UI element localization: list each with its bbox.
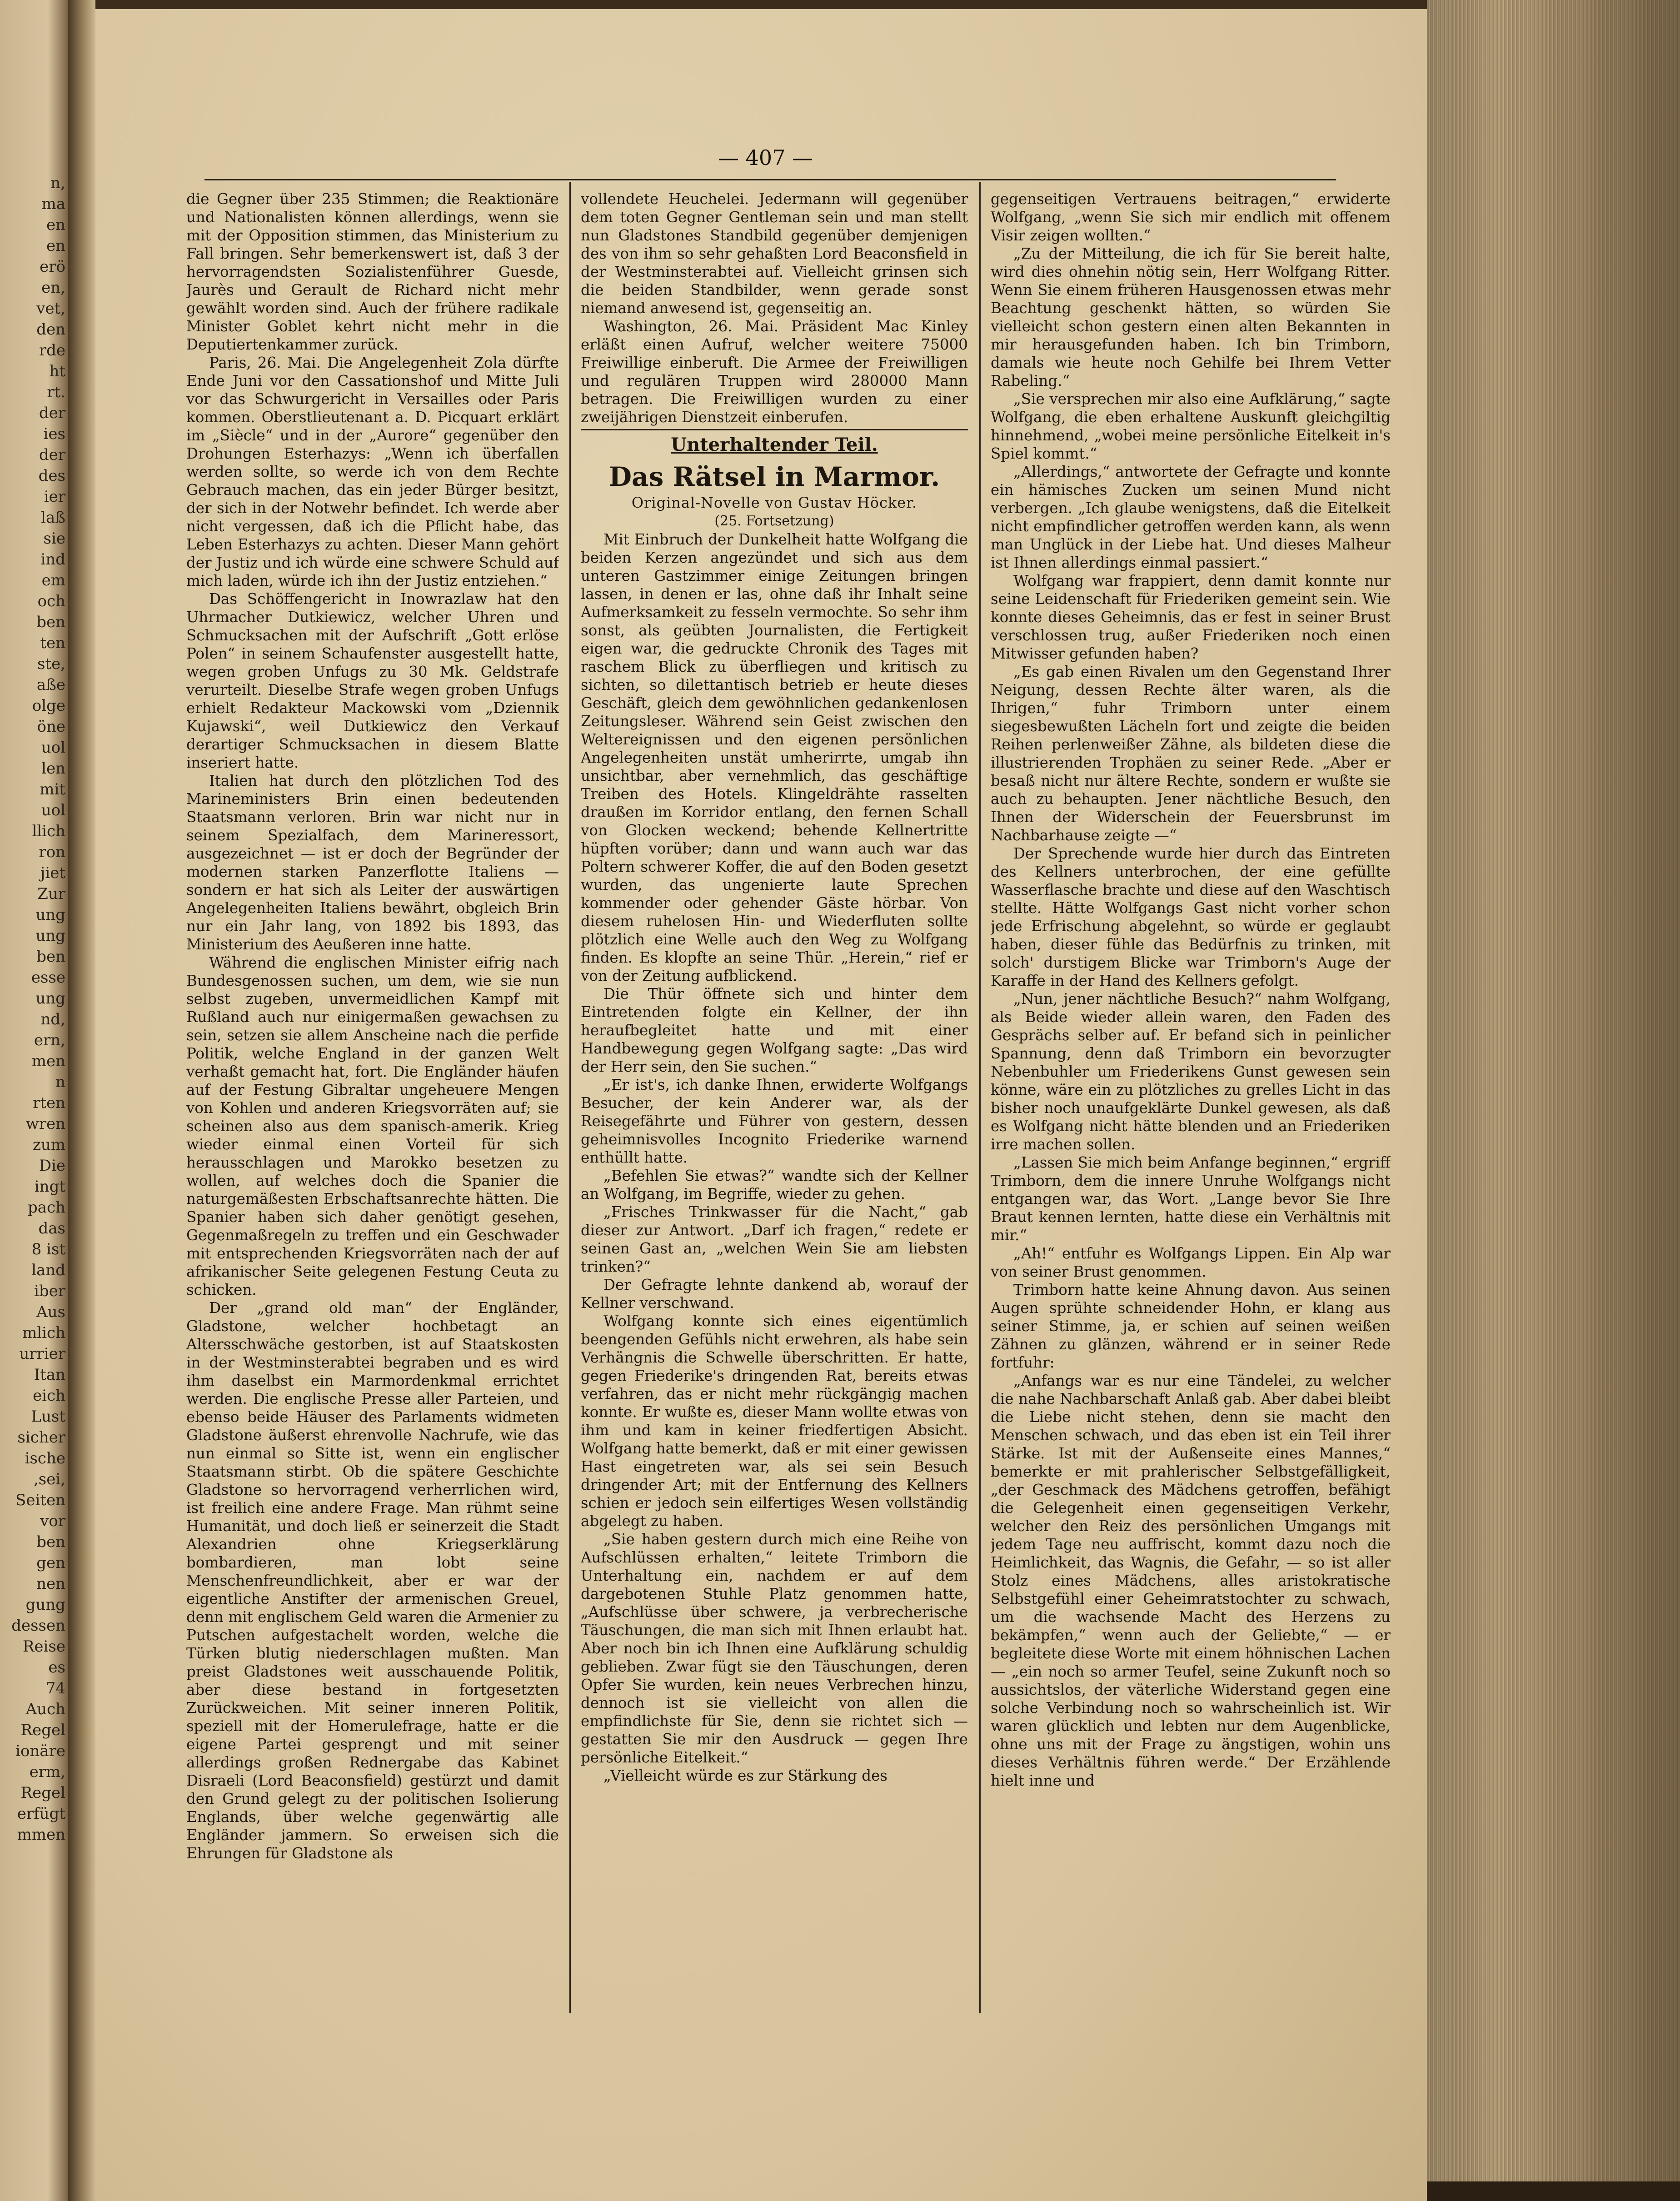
margin-fragment: wren	[25, 1115, 65, 1133]
margin-fragment: des	[38, 467, 65, 485]
newspaper-page	[95, 9, 1427, 2201]
margin-fragment: ier	[44, 488, 65, 506]
story-title: Das Rätsel in Marmor.	[608, 461, 940, 492]
margin-fragment: en	[46, 216, 65, 234]
margin-fragment: iber	[34, 1282, 65, 1300]
margin-fragment: eich	[33, 1387, 65, 1405]
margin-fragment: ies	[43, 425, 65, 443]
margin-fragment: ma	[41, 195, 65, 213]
margin-fragment: zum	[32, 1136, 65, 1154]
margin-fragment: n,	[50, 174, 65, 192]
paragraph: „Allerdings,“ antwortete der Gefragte und konnte ein hämisches Zucken um seinen Mund nicht verbergen. „Ich glaube wenigstens, daß die Eitelkeit nicht empfindlicher getroffen werden kann, als wenn man Unglück in der Liebe hat. Und dieses Malheur ist Ihnen allerdings einmal passiert.“	[991, 463, 1391, 571]
paragraph: „Nun, jener nächtliche Besuch?“ nahm Wolfgang, als Beide wieder allein waren, den Faden des Gesprächs selber auf. Er befand sich in peinlicher Spannung, denn daß Trimborn ein bevorzugter Nebenbuhler um Friederikens Gunst gewesen sein könne, wäre ein zu plötzliches zu grelles Licht in das bisher noch unaufgeklärte Dunkel gewesen, als daß es Wolfgang nicht hätte blenden und an Friederiken irre machen sollen.	[991, 990, 1391, 1153]
margin-fragment: mlich	[22, 1324, 65, 1342]
margin-fragment: Auch	[25, 1700, 65, 1718]
margin-fragment: gen	[36, 1554, 65, 1572]
margin-fragment: 74	[45, 1679, 65, 1697]
column-rule	[979, 182, 981, 2013]
book-gutter	[68, 0, 95, 2201]
margin-fragment: rde	[39, 341, 65, 359]
margin-fragment: esse	[31, 968, 65, 987]
story-installment: (25. Fortsetzung)	[714, 513, 834, 529]
paragraph: Während die englischen Minister eifrig nach Bundesgenossen suchen, um dem, wie sie nun selbst zugeben, unvermeidlichen Kampf mit Rußland auch nur einigermaßen gewachsen zu sein, setzen sie allem Anscheine nach die perfide Politik, welche England in der ganzen Welt verhaßt gemacht hat, fort. Die Engländer häufen auf der Festung Gibraltar ungeheuere Mengen von Kohlen und anderen Kriegsvorräten auf; sie scheinen also aus dem spanisch-amerik. Krieg wieder einmal einen Vorteil für sich herausschlagen und Marokko besetzen zu wollen, auf welches doch die Spanier die naturgemäßesten Erbschaftsanrechte hätten. Die Spanier haben sich daher genötigt gesehen, Gegenmaßregeln zu treffen und ein Geschwader mit entsprechenden Kriegsvorräten nach der auf afrikanischer Seite gelegenen Festung Ceuta zu schicken.	[186, 954, 559, 1298]
margin-fragment: den	[36, 320, 65, 339]
paragraph: „Lassen Sie mich beim Anfange beginnen,“ ergriff Trimborn, dem die innere Unruhe Wolfgangs nicht entgangen war, das Wort. „Lange bevor Sie Ihre Braut kennen lernten, hatte diese ein Verhältnis mit mir.“	[991, 1154, 1391, 1244]
paragraph: gegenseitigen Vertrauens beitragen,“ erwiderte Wolfgang, „wenn Sie sich mir endlich mit offenem Visir zeigen wollten.“	[991, 190, 1391, 244]
paragraph: „Anfangs war es nur eine Tändelei, zu welcher die nahe Nachbarschaft Anlaß gab. Aber dabei bleibt die Liebe nicht stehen, denn sie macht den Menschen schwach, und das eben ist ein Teil ihrer Stärke. Ist mit der Außenseite eines Mannes,“ bemerkte er mit prahlerischer Selbstgefälligkeit, „der Geschmack des Mädchens getroffen, befähigt die Gelegenheit einen gegenseitigen Verkehr, welcher den Reiz des persönlichen Umgangs mit jedem Tage neu auffrischt, kommt dazu noch die Heimlichkeit, das Wagnis, die Gefahr, — so ist aller Stolz eines Mädchens, alles aristokratische Selbstgefühl einer Geheimratstochter zu schwach, um die wachsende Macht des Herzens zu bekämpfen,“ wenn auch der Geliebte,“ — er begleitete diese Worte mit einem höhnischen Lachen — „ein noch so armer Teufel, seine Zukunft noch so aussichtslos, der väterliche Widerstand gegen eine solche Verbindung noch so wahrscheinlich ist. Wir waren glücklich und lebten nur dem Augenblicke, ohne uns mit der Frage zu ängstigen, wohin uns dieses Verhältnis führen werde.“ Der Erzählende hielt inne und	[991, 1372, 1391, 1789]
page-number: — 407 —	[718, 145, 813, 170]
margin-fragment: ern,	[34, 1031, 65, 1049]
margin-fragment: ung	[35, 927, 65, 945]
margin-fragment: das	[38, 1219, 65, 1238]
margin-fragment: len	[41, 759, 65, 778]
margin-fragment: rt.	[47, 383, 65, 401]
margin-fragment: en	[46, 237, 65, 255]
margin-fragment: Reise	[22, 1637, 65, 1656]
margin-fragment: ,sei,	[33, 1470, 65, 1488]
margin-fragment: mit	[40, 780, 65, 799]
column-rule	[569, 182, 571, 2013]
paragraph: Der Sprechende wurde hier durch das Eintreten des Kellners unterbrochen, der eine gefüllte Wasserflasche brachte und diese auf den Waschtisch stellte. Hätte Wolfgangs Gast nicht vorher schon jede Erfrischung abgelehnt, so würde er geglaubt haben, dieser fühle das Bedürfnis zu trinken, mit solch' durstigem Blicke war Trimborn's Auge der Karaffe in der Hand des Kellners gefolgt.	[991, 845, 1391, 989]
margin-fragment: laß	[41, 509, 65, 527]
margin-fragment: ische	[25, 1449, 65, 1467]
margin-fragment: dessen	[11, 1617, 65, 1635]
margin-fragment: Regel	[20, 1784, 65, 1802]
margin-fragment: es	[48, 1658, 65, 1677]
paragraph: Wolfgang war frappiert, denn damit konnte nur seine Leidenschaft für Friederiken gemeint sein. Wie konnte dieses Geheimnis, das er fest in seiner Brust verschlossen trug, außer Friederiken noch einen Mitwisser gefunden haben?	[991, 572, 1391, 662]
paragraph: Mit Einbruch der Dunkelheit hatte Wolfgang die beiden Kerzen angezündet und sich aus dem unteren Gastzimmer einige Zeitungen bringen lassen, in denen er las, ohne daß ihr Inhalt seine Aufmerksamkeit zu fesseln vermochte. So sehr ihm sonst, als geübten Journalisten, die Fertigkeit eigen war, die gedruckte Chronik des Tages mit raschem Blick zu überfliegen und kritisch zu sichten, so dilettantisch betrieb er heute dieses Geschäft, gleich dem gewöhnlichen gedankenlosen Zeitungsleser. Während sein Geist zwischen den Weltereignissen und den eigenen persönlichen Angelegenheiten unstät umherirrte, umgab ihn unsichtbar, aber vernehmlich, das geschäftige Treiben des Hotels. Klingeldrähte rasselten draußen im Korridor entlang, den fernen Schall von Glocken weckend; behende Kellnertritte hüpften vorüber; dann und wann auch war das Poltern schwerer Koffer, die auf den Boden gesetzt wurden, das ungenierte laute Sprechen kommender oder gehender Gäste hörbar. Von diesem ruhelosen Hin- und Wiederfluten sollte plötzlich eine Welle auch den Weg zu Wolfgang finden. Es klopfte an seine Thür. „Herein,“ rief er von der Zeitung aufblickend.	[581, 531, 968, 984]
margin-fragment: ingt	[34, 1178, 65, 1196]
header-rule	[204, 179, 1336, 180]
feuilleton-header	[581, 429, 968, 530]
margin-fragment: gung	[25, 1596, 65, 1614]
margin-fragment: ben	[36, 613, 65, 631]
margin-fragment: en,	[41, 279, 65, 297]
margin-fragment: nd,	[40, 1010, 65, 1028]
margin-fragment: rten	[33, 1094, 65, 1112]
section-heading: Unterhaltender Teil.	[671, 434, 878, 455]
margin-fragment: pach	[28, 1198, 65, 1217]
margin-fragment: sie	[43, 529, 65, 548]
margin-fragment: jiet	[40, 864, 65, 882]
paragraph: „Vielleicht würde es zur Stärkung des	[603, 1767, 887, 1784]
margin-fragment: urrier	[19, 1345, 65, 1363]
paragraph: „Frisches Trinkwasser für die Nacht,“ gab dieser zur Antwort. „Darf ich fragen,“ redete er seinen Gast an, „welchen Wein Sie am liebsten trinken?“	[581, 1203, 968, 1275]
margin-fragment: sicher	[17, 1428, 65, 1447]
column-3	[991, 190, 1391, 2008]
margin-fragment: Lust	[31, 1407, 65, 1426]
margin-fragment: 8 ist	[31, 1240, 65, 1258]
paragraph: „Sie versprechen mir also eine Aufklärung,“ sagte Wolfgang, die eben erhaltene Auskunft gleichgiltig hinnehmend, „wobei meine persönliche Eitelkeit in's Spiel kommt.“	[991, 390, 1391, 462]
margin-fragment: ht	[49, 362, 65, 380]
paragraph: „Ah!“ entfuhr es Wolfgangs Lippen. Ein Alp war von seiner Brust genommen.	[991, 1245, 1391, 1280]
column-1	[186, 190, 559, 2008]
story-text	[581, 530, 968, 1785]
margin-fragment: ind	[40, 550, 65, 569]
margin-fragment: öne	[37, 718, 65, 736]
margin-fragment: ron	[39, 843, 65, 861]
margin-fragment: mmen	[17, 1826, 65, 1844]
previous-page-margin	[0, 0, 68, 2201]
margin-fragment: erö	[40, 258, 65, 276]
paragraph: Die Thür öffnete sich und hinter dem Eintretenden folgte ein Kellner, der ihn heraufbegleitet hatte und mit einer Handbewegung gegen Wolfgang sagte: „Das wird der Herr sein, den Sie suchen.“	[581, 985, 968, 1075]
paragraph: „Sie haben gestern durch mich eine Reihe von Aufschlüssen erhalten,“ leitete Trimborn die Unterhaltung ein, nachdem er auf dem dargebotenen Stuhle Platz genommen hatte, „Aufschlüsse über schwere, ja verbrecherische Täuschungen, die man sich mit Ihnen erlaubt hat. Aber noch bin ich Ihnen eine Aufklärung schuldig geblieben. Zwar fügt sie den Täuschungen, deren Opfer Sie wurden, kein neues Verbrechen hinzu, dennoch ist sie vielleicht von allen die empfindlichste für Sie, denn sie richtet sich — gestatten Sie mir den Ausdruck — gegen Ihre persönliche Eitelkeit.“	[581, 1531, 968, 1766]
margin-fragment: olge	[32, 697, 65, 715]
paragraph: „Er ist's, ich danke Ihnen, erwiderte Wolfgangs Besucher, der kein Anderer war, als der Reisegefährte und Führer von gestern, dessen geheimnisvolles Incognito Friederike warnend enthüllt hatte.	[581, 1076, 968, 1166]
paragraph: Der Gefragte lehnte dankend ab, worauf der Kellner verschwand.	[581, 1276, 968, 1312]
margin-fragment: men	[31, 1052, 65, 1070]
paragraph: „Es gab einen Rivalen um den Gegenstand Ihrer Neigung, dessen Rechte älter waren, als die Ihrigen,“ fuhr Trimborn unter einem siegesbewußten Lächeln fort und zeigte die beiden Reihen perlenweißer Zähne, als bildeten diese die illustrierenden Trophäen zu seiner Rede. „Aber er besaß nicht nur ältere Rechte, sondern er wußte sie auch zu behaupten. Jener nächtliche Besuch, den Ihnen der Widerschein der Feuersbrunst im Nachbarhause zeigte —“	[991, 663, 1391, 844]
margin-fragment: der	[39, 446, 65, 464]
news-section	[581, 190, 968, 426]
margin-fragment: Regel	[20, 1721, 65, 1739]
paragraph: Trimborn hatte keine Ahnung davon. Aus seinen Augen sprühte schneidender Hohn, er klang aus seiner Stimme, ja, er schien auf seinen weißen Zähnen zu glänzen, während er in seiner Rede fortfuhr:	[991, 1281, 1391, 1371]
margin-fragment: erfügt	[17, 1805, 65, 1823]
paragraph: Italien hat durch den plötzlichen Tod des Marineministers Brin einen bedeutenden Staatsmann verloren. Brin war nicht nur in seinem Spezialfach, dem Marineressort, ausgezeichnet — ist er doch der Begründer der modernen starken Panzerflotte Italiens — sondern er hat sich als Leiter der auswärtigen Angelegenheiten Italiens bewährt, obgleich Brin nur ein Jahr lang, von 1892 bis 1893, das Ministerium des Aeußeren inne hatte.	[186, 772, 559, 953]
page-edges-shadow	[1427, 0, 1680, 2201]
margin-fragment: uol	[41, 739, 65, 757]
paragraph: Wolfgang konnte sich eines eigentümlich beengenden Gefühls nicht erwehren, als habe sein Verhängnis die Schwelle überschritten. Er hatte, gegen Friederike's dringenden Rat, bereits etwas verfahren, das er nicht mehr rückgängig machen konnte. Er wußte es, dieser Mann wollte etwas von ihm und kam in keiner friedfertigen Absicht. Wolfgang hatte bemerkt, daß er mit einer gewissen Hast eingetreten war, als sei sein Besuch dringender Art; mit der Entfernung des Kellners schien er jedoch sein eilfertiges Wesen vollständig abgelegt zu haben.	[581, 1313, 968, 1530]
paragraph: Paris, 26. Mai. Die Angelegenheit Zola dürfte Ende Juni vor den Cassationshof und Mitte Juli vor das Schwurgericht in Versailles oder Paris kommen. Oberstlieutenant a. D. Picquart erklärt im „Siècle“ und in der „Aurore“ gegenüber den Drohungen Esterhazys: „Wenn ich überfallen werden sollte, so werde ich von dem Rechte Gebrauch machen, das ein jeder Bürger besitzt, der sich in der Notwehr befindet. Ich werde aber nicht vergessen, daß ich die Pflicht habe, das Leben Esterhazys zu achten. Dieser Mann gehört der Justiz und ich würde eine schwere Schuld auf mich laden, würde ich ihn der Justiz entziehen.“	[186, 354, 559, 589]
margin-fragment: och	[37, 592, 65, 610]
margin-fragment: ste,	[37, 655, 65, 673]
margin-fragment: Itan	[34, 1366, 65, 1384]
margin-fragment: land	[31, 1261, 65, 1279]
section-rule	[581, 429, 968, 430]
paragraph: die Gegner über 235 Stimmen; die Reaktionäre und Nationalisten können allerdings, wenn sie mit der Opposition stimmen, das Ministerium zu Fall bringen. Sehr bemerkenswert ist, daß 3 der hervorragendsten Sozialistenführer Guesde, Jaurès und Gerault de Richard nicht mehr gewählt worden sind. Auch der frühere radikale Minister Goblet kehrt nicht mehr in die Deputiertenkammer zurück.	[186, 190, 559, 353]
margin-fragment: Die	[39, 1157, 65, 1175]
margin-fragment: vor	[40, 1512, 65, 1530]
margin-fragment: Aus	[36, 1303, 65, 1321]
paragraph: Washington, 26. Mai. Präsident Mac Kinley erläßt einen Aufruf, welcher weitere 75000 Freiwillige einberuft. Die Armee der Freiwilligen und regulären Truppen wird 280000 Mann betragen. Die Freiwilligen wurden zu einer zweijährigen Dienstzeit einberufen.	[581, 318, 968, 426]
margin-fragment: Seiten	[15, 1491, 65, 1509]
margin-fragment: em	[41, 571, 65, 589]
paragraph: Der „grand old man“ der Engländer, Gladstone, welcher hochbetagt an Altersschwäche gestorben, ist auf Staatskosten in der Westminsterabtei begraben und es wird ihm daselbst ein Marmordenkmal errichtet werden. Die englische Presse aller Parteien, und ebenso beide Häuser des Parlaments widmeten Gladstone äußerst ehrenvolle Nachrufe, wie das nun einmal so Sitte ist, wenn ein englischer Staatsmann stirbt. Ob die spätere Geschichte Gladstone so hervorragend verherrlichen wird, ist freilich eine andere Frage. Man rühmt seine Humanität, und doch ließ er seinerzeit die Stadt Alexandrien ohne Kriegserklärung bombardieren, man lobt seine Menschenfreundlichkeit, aber er war der eigentliche Anstifter der armenischen Greuel, denn mit englischem Geld waren die Armenier zu Putschen aufgestachelt worden, welche die Türken blutig niederschlagen mußten. Man preist Gladstones weit ausschauende Politik, aber diese bestand in fortgesetzten Zurückweichen. Mit seiner inneren Politik, speziell mit der Homerulefrage, hatte er die eigene Partei gesprengt und mit seiner allerdings großen Rednergabe das Kabinet Disraeli (Lord Beaconsfield) gestürzt und damit den Grund gelegt zu der politischen Isolierung Englands, über welche gegenwärtig alle Engländer jammern. So erweisen sich die Ehrungen für Gladstone als	[186, 1299, 559, 1862]
margin-fragment: der	[39, 404, 65, 422]
margin-fragment: aße	[36, 676, 65, 694]
margin-fragment: ung	[35, 906, 65, 924]
margin-fragment: ionäre	[15, 1742, 65, 1760]
margin-fragment: vet,	[36, 299, 65, 318]
column-2	[581, 190, 968, 2008]
margin-fragment: ben	[36, 1533, 65, 1551]
margin-fragment: ben	[36, 948, 65, 966]
margin-fragment: uol	[41, 801, 65, 819]
margin-fragment: Zur	[37, 885, 65, 903]
story-byline: Original-Novelle von Gustav Höcker.	[631, 494, 917, 511]
paragraph: „Zu der Mitteilung, die ich für Sie bereit halte, wird dies ohnehin nötig sein, Herr Wolfgang Ritter. Wenn Sie einem früheren Hausgenossen etwas mehr Beachtung geschenkt hätten, so würden Sie vielleicht schon gestern einen alten Bekannten in mir herausgefunden haben. Ich bin Trimborn, damals wie heute noch Gehilfe bei Ihrem Vetter Rabeling.“	[991, 245, 1391, 389]
paragraph: „Befehlen Sie etwas?“ wandte sich der Kellner an Wolfgang, im Begriffe, wieder zu gehen.	[581, 1167, 968, 1203]
paragraph: vollendete Heuchelei. Jedermann will gegenüber dem toten Gegner Gentleman sein und man stellt nun Gladstones Standbild gegenüber demjenigen des von ihm so sehr gehaßten Lord Beaconsfield in der Westminsterabtei auf. Vielleicht grinsen sich die beiden Standbilder, wenn gerade sonst niemand anwesend ist, gegenseitig an.	[581, 190, 968, 317]
margin-fragment: ung	[35, 989, 65, 1008]
margin-fragment: nen	[36, 1575, 65, 1593]
margin-fragment: erm,	[29, 1763, 65, 1781]
paragraph: Das Schöffengericht in Inowrazlaw hat den Uhrmacher Dutkiewicz, welcher Uhren und Schmucksachen mit der Aufschrift „Gott erlöse Polen“ in seinem Schaufenster ausgestellt hatte, wegen groben Unfugs zu 30 Mk. Geldstrafe verurteilt. Dieselbe Strafe wegen groben Unfugs erhielt Redakteur Mackowski vom „Dziennik Kujawski“, weil Dutkiewicz den Verkauf derartiger Schmucksachen in diesem Blatte inseriert hatte.	[186, 590, 559, 771]
margin-fragment: ten	[40, 634, 65, 652]
margin-fragment: llich	[32, 822, 65, 840]
margin-fragment: n	[55, 1073, 65, 1091]
